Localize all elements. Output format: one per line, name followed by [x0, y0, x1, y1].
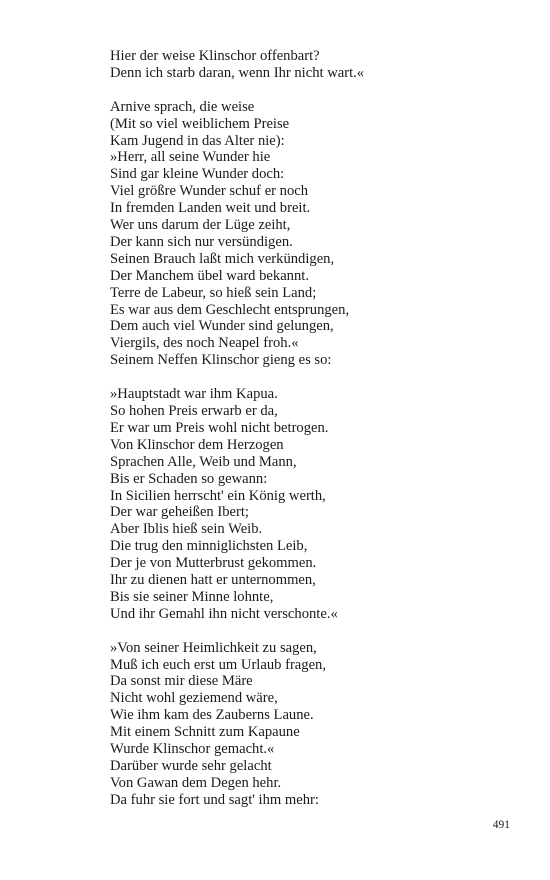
- verse-line: Wurde Klinschor gemacht.«: [110, 741, 275, 758]
- verse-line: »Von seiner Heimlichkeit zu sagen,: [110, 639, 317, 656]
- verse-line: In fremden Landen weit und breit.: [110, 200, 311, 217]
- verse-line: Er war um Preis wohl nicht betrogen.: [110, 419, 329, 436]
- page-number: 491: [492, 819, 510, 831]
- verse-line: Terre de Labeur, so hieß sein Land;: [110, 284, 317, 301]
- verse-line: Wie ihm kam des Zauberns Laune.: [110, 707, 314, 724]
- verse-line: Mit einem Schnitt zum Kapaune: [110, 724, 300, 741]
- verse-line: Seinem Neffen Klinschor gieng es so:: [110, 352, 332, 369]
- verse-line: Es war aus dem Geschlecht entsprungen,: [110, 301, 350, 318]
- verse-line: Da fuhr sie fort und sagt' ihm mehr:: [110, 791, 319, 808]
- verse-line: Ihr zu dienen hatt er unternommen,: [110, 572, 316, 589]
- verse-line: Der je von Mutterbrust gekommen.: [110, 555, 317, 572]
- verse-line: Viergils, des noch Neapel froh.«: [110, 335, 299, 352]
- verse-line: Der Manchem übel ward bekannt.: [110, 267, 309, 284]
- verse-line: Dem auch viel Wunder sind gelungen,: [110, 318, 334, 335]
- verse-line: So hohen Preis erwarb er da,: [110, 403, 278, 419]
- verse-line: Darüber wurde sehr gelacht: [110, 758, 272, 775]
- verse-line: Seinen Brauch laßt mich verkündigen,: [110, 250, 335, 267]
- verse-line: Hier der weise Klinschor offenbart?: [110, 48, 320, 64]
- stanza-2: [110, 99, 490, 370]
- verse-line: Bis sie seiner Minne lohnte,: [110, 588, 274, 605]
- verse-line: Von Klinschor dem Herzogen: [110, 436, 284, 453]
- verse-line: Aber Iblis hieß sein Weib.: [110, 521, 263, 538]
- verse-line: Sprachen Alle, Weib und Mann,: [110, 453, 297, 470]
- verse-line: (Mit so viel weiblichem Preise: [110, 115, 290, 132]
- verse-line: Nicht wohl geziemend wäre,: [110, 690, 278, 707]
- verse-line: Viel größre Wunder schuf er noch: [110, 183, 309, 200]
- stanza-1: [110, 48, 490, 82]
- verse-line: »Herr, all seine Wunder hie: [110, 149, 271, 166]
- verse-line: Arnive sprach, die weise: [110, 98, 255, 115]
- verse-line: Bis er Schaden so gewann:: [110, 470, 268, 487]
- verse-line: Der kann sich nur versündigen.: [110, 233, 293, 250]
- verse-line: Der war geheißen Ibert;: [110, 504, 249, 521]
- verse-line: Die trug den minniglichsten Leib,: [110, 538, 308, 555]
- verse-line: Und ihr Gemahl ihn nicht verschonte.«: [110, 605, 338, 622]
- poem-text: [110, 48, 490, 809]
- verse-line: Muß ich euch erst um Urlaub fragen,: [110, 656, 326, 673]
- verse-line: Wer uns darum der Lüge zeiht,: [110, 217, 291, 234]
- verse-line: Da sonst mir diese Märe: [110, 673, 253, 690]
- stanza-3: [110, 386, 490, 623]
- verse-line: In Sicilien herrscht' ein König werth,: [110, 487, 326, 504]
- stanza-4: [110, 640, 490, 809]
- verse-line: »Hauptstadt war ihm Kapua.: [110, 386, 278, 403]
- verse-line: Denn ich starb daran, wenn Ihr nicht wart.«: [110, 64, 365, 81]
- verse-line: Von Gawan dem Degen hehr.: [110, 774, 282, 791]
- verse-line: Kam Jugend in das Alter nie):: [110, 132, 285, 149]
- verse-line: Sind gar kleine Wunder doch:: [110, 166, 285, 183]
